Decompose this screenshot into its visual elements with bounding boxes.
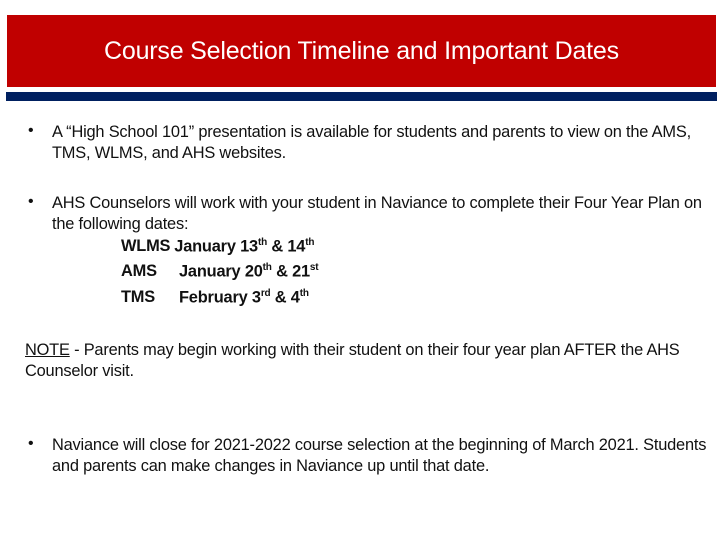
date-2: 14 <box>287 237 306 256</box>
note-paragraph <box>25 340 705 382</box>
suffix: th <box>299 288 309 299</box>
bullet-counselors: AHS Counselors will work with your student in Naviance to complete their Four Year Plan on the following dates: <box>52 194 702 233</box>
date-row-wlms <box>121 237 314 256</box>
date-1: January 20 <box>179 262 263 281</box>
amp: & <box>271 237 283 256</box>
note-text: the AHS Counselor visit. <box>25 341 680 380</box>
bullet-icon: • <box>28 435 34 452</box>
school-name: AMS <box>121 262 157 281</box>
title-banner <box>7 15 716 87</box>
bullet-icon: • <box>28 122 34 139</box>
date-1: February 3 <box>179 288 261 307</box>
school-name: WLMS <box>121 237 171 256</box>
bullet-high-school-101: A “High School 101” presentation is available for students and parents to view on the AMS, TMS, WLMS, and AHS websites. <box>52 123 691 162</box>
date-row-tms <box>121 288 309 307</box>
note-after: AFTER <box>563 341 617 359</box>
date-row-ams <box>121 262 318 281</box>
date-1: January 13 <box>174 237 258 256</box>
suffix: rd <box>260 288 271 299</box>
date-2: 21 <box>292 262 310 281</box>
date-2: 4 <box>290 288 300 307</box>
amp: & <box>276 262 288 281</box>
bullet-icon: • <box>28 193 34 210</box>
slide-title: Course Selection Timeline and Important Dates <box>104 36 619 65</box>
school-name: TMS <box>121 288 155 307</box>
title-divider <box>6 92 717 101</box>
amp: & <box>274 288 287 307</box>
suffix: st <box>309 262 319 273</box>
suffix: th <box>257 237 267 248</box>
bullet-naviance-close: Naviance will close for 2021-2022 course selection at the beginning of March 2021. Students and parents can make changes in Naviance up until that date. <box>52 436 707 475</box>
note-text: - Parents may begin working with their student on their four year plan <box>69 341 564 359</box>
note-label: NOTE <box>25 341 70 359</box>
suffix: th <box>262 262 272 273</box>
suffix: th <box>305 237 315 248</box>
